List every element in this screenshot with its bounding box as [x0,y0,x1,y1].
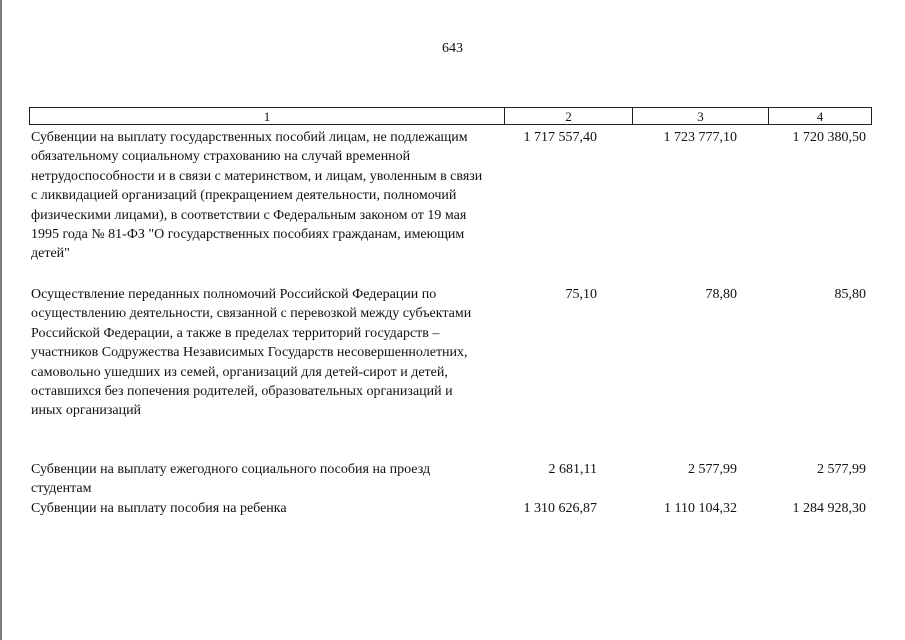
row-value-col4: 1 720 380,50 [792,130,866,145]
row-name: Субвенции на выплату ежегодного социального пособия на проезд студентам [31,462,431,497]
row-value-col3: 2 577,99 [688,462,737,477]
column-header-row [30,108,872,125]
row-name: Субвенции на выплату государственных пособий лицам, не подлежащим обязательному социальному страхованию на случай временной нетрудоспособности и в связи с материнством, и лицам, уволенным в связи с ликвидацией организаций (прекращением деятельности, полномочий физическими лицами), в соответствии с Федеральным законом от 19 мая 1995 года № 81-ФЗ "О государственных пособиях гражданам, имеющим детей" [31,130,483,262]
column-header-3: 3 [633,108,769,125]
row-value-col3: 1 110 104,32 [664,501,737,516]
column-header-1: 1 [30,108,505,125]
row-value-col4: 85,80 [834,287,866,302]
page-left-edge [0,0,2,640]
row-value-col4: 1 284 928,30 [792,501,866,516]
row-name: Субвенции на выплату пособия на ребенка [31,501,287,516]
row-value-col2: 2 681,11 [548,462,597,477]
row-value-col2: 75,10 [565,287,597,302]
row-value-col3: 78,80 [705,287,737,302]
row-value-col3: 1 723 777,10 [663,130,737,145]
page-number: 643 [442,41,463,56]
column-header-2: 2 [505,108,633,125]
row-value-col2: 1 717 557,40 [523,130,597,145]
row-value-col2: 1 310 626,87 [523,501,597,516]
column-header-4: 4 [769,108,872,125]
column-header-table [29,107,872,125]
row-name: Осуществление переданных полномочий Российской Федерации по осуществлению деятельности, связанной с перевозкой между субъектами Российской Федерации, а также в пределах территорий государств – участников Содружества Независимых Государств несовершеннолетних, самовольно ушедших из семей, организаций для детей-сирот и детей, оставшихся без попечения родителей, образовательных организаций и иных организаций [31,287,472,419]
row-value-col4: 2 577,99 [817,462,866,477]
